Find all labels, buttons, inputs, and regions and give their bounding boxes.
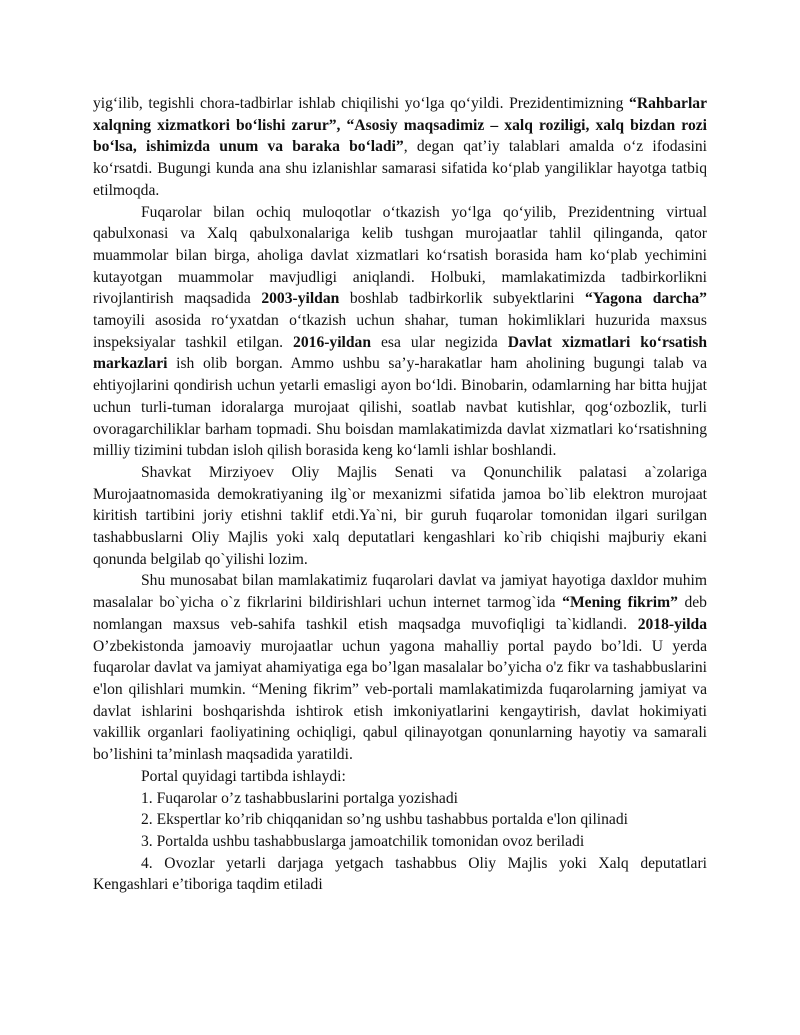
bold-term: “Mening fikrim” [562, 594, 678, 612]
list-item-4 [93, 853, 707, 896]
text-run: deb nomlangan maxsus veb-sahifa tashkil etish maqsadga muvofiqligi ta`kidlandi. [93, 594, 707, 633]
text-run: 3. Portalda ushbu tashabbuslarga jamoatchilik tomonidan ovoz beriladi [141, 832, 585, 850]
bold-term: Davlat xizmatlari ko‘rsatish markazlari [93, 333, 707, 373]
text-run: tamoyili asosida ro‘yxatdan o‘tkazish uchun shahar, tuman hokimliklari huzurida maxsus inspeksiyalar tashkil etilgan. [93, 312, 707, 351]
list-item-1 [93, 788, 707, 810]
list-item-2 [93, 809, 707, 831]
text-run: 1. Fuqarolar o’z tashabbuslarini portalga yozishadi [141, 789, 458, 807]
text-run: ish olib borgan. Ammo ushbu sa’y-harakatlar ham aholining bugungi talab va ehtiyojlarini qondirish uchun yetarli emasligi ayon bo‘ldi. Binobarin, odamlarning har bitta hujjat uchun turli-tuman idoralarga murojaat qilishi, soatlab navbat kutishlar, qog‘ozbozlik, turli ovoragarchiliklar barham topmadi. Shu boisdan mamlakatimizda davlat xizmatlari ko‘rsatishning milliy tizimini tubdan isloh qilish borasida keng ko‘lamli ishlar boshlandi. [93, 355, 707, 460]
text-run: Fuqarolar bilan ochiq muloqotlar o‘tkazish yo‘lga qo‘yilib, Prezidentning virtual qabulxonasi va Xalq qabulxonalariga kelib tushgan murojaatlar tahlil qilinganda, qator muammolar bilan birga, aholiga davlat xizmatlari ko‘rsatish borasida ham ko‘plab yechimini kutayotgan muammolar mavjudligi aniqlandi. Holbuki, mamlakatimizda tadbirkorlikni rivojlantirish maqsadida [93, 203, 707, 308]
text-run: O’zbekistonda jamoaviy murojaatlar uchun yagona mahalliy portal paydo bo’ldi. U yerda fuqarolar davlat va jamiyat ahamiyatiga ega bo’lgan masalalar bo’yicha o'z fikr va tashabbuslarini e'lon qilishlari mumkin. “Mening fikrim” veb-portali mamlakatimizda fuqarolarning jamiyat va davlat ishlarini boshqarishda ishtirok etish imkoniyatlarini kengaytirish, davlat hokimiyati vakillik organlari faoliyatining ochiqligi, qabul qilinayotgan qonunlarning hayotiy va samarali bo’lishini ta’minlash maqsadida yaratildi. [93, 637, 707, 764]
paragraph-public-services [93, 202, 707, 462]
text-run: 4. Ovozlar yetarli darjaga yetgach tashabbus Oliy Majlis yoki Xalq deputatlari Kengashlari e’tiboriga taqdim etiladi [93, 854, 707, 894]
paragraph-mening-fikrim [93, 570, 707, 765]
text-run: Shu munosabat bilan mamlakatimiz fuqarolari davlat va jamiyat hayotiga daxldor muhim masalalar bo`yicha o`z fikrlarini bildirishlari uchun internet tarmog`ida [93, 572, 707, 612]
bold-year: 2003-yildan [261, 290, 340, 308]
text-run: 2. Ekspertlar ko’rib chiqqanidan so’ng ushbu tashabbus portalda e'lon qilinadi [141, 811, 628, 829]
bold-term: “Yagona darcha” [584, 290, 707, 308]
text-run: , degan qat’iy talablari amalda o‘z ifodasini ko‘rsatdi. Bugungi kunda ana shu izlanishlar samarasi sifatida ko‘plab yangiliklar hayotga tatbiq etilmoqda. [93, 138, 707, 199]
paragraph-address [93, 462, 707, 571]
paragraph-portal-intro [93, 766, 707, 788]
text-run: Portal quyidagi tartibda ishlaydi: [141, 767, 346, 785]
bold-quote: “Rahbarlar xalqning xizmatkori bo‘lishi zarur”, “Asosiy maqsadimiz – xalq roziligi, xalq bizdan rozi bo‘lsa, ishimizda unum va baraka bo‘ladi” [93, 95, 707, 156]
text-run: yig‘ilib, tegishli chora-tadbirlar ishlab chiqilishi yo‘lga qo‘yildi. Prezidentimizning [93, 95, 630, 112]
text-run: esa ular negizida [371, 333, 508, 351]
bold-year: 2018-yilda [637, 615, 707, 633]
document-page [93, 93, 707, 896]
paragraph-intro [93, 93, 707, 202]
list-item-3 [93, 831, 707, 853]
bold-year: 2016-yildan [293, 333, 372, 351]
text-run: Shavkat Mirziyoev Oliy Majlis Senati va Qonunchilik palatasi a`zolariga Murojaatnomasida demokratiyaning ilg`or mexanizmi sifatida jamoa bo`lib elektron murojaat kiritish tartibini joriy etishni taklif etdi.Ya`ni, bir guruh fuqarolar tomonidan ilgari surilgan tashabbuslarni Oliy Majlis yoki xalq deputatlari kengashlari ko`rib chiqishi majburiy ekani qonunda belgilab qo`yilishi lozim. [93, 463, 707, 568]
text-run: boshlab tadbirkorlik subyektlarini [339, 290, 585, 308]
